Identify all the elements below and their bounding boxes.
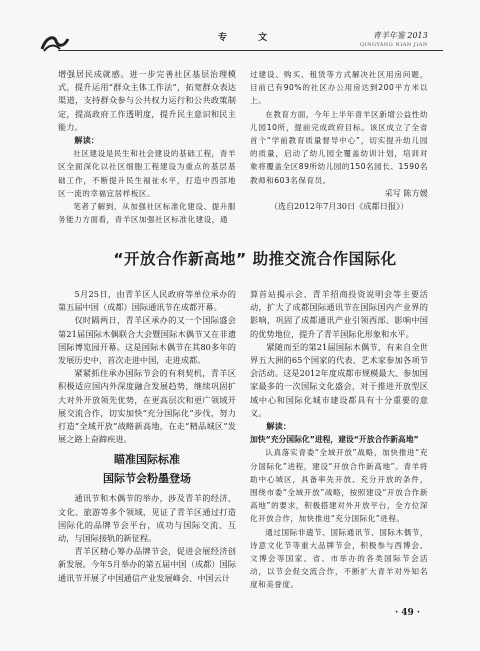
page-number: · 49 · bbox=[395, 608, 421, 618]
paragraph: 笔者了解到，从加强社区标准化建设、提升服务能力方面看，青羊区加强社区标准化建设，通 bbox=[58, 202, 236, 225]
author-byline: 采写 陈方媛 bbox=[384, 187, 428, 198]
paragraph: 认真落实青委“全域开放”战略，加快推进“充分国际化”进程，建设“开放合作新高地”。青羊将助中心城区，具备率先开放、充分开放的条件，围绕市委“全域开放”战略，按照建设“开放合作新高地”的要求，积极搭建对外开放平台，全方位深化开放合作，加快推进“充分国际化”进程。 bbox=[250, 448, 428, 524]
paragraph: 算首站揭示会、青羊招商投资说明会等主要活动，扩大了成都国际通讯节在国际国内产业界的影响，巩固了成都通讯产业引领西部、影响中国的优势地位，提升了青羊国际化形象和水平。 bbox=[250, 289, 428, 339]
subheading-line-1: 瞄准国际标准 bbox=[114, 453, 180, 467]
paragraph: 增强居民成就感。进一步完善社区基层治理模式，提升运用“群众主体工作法”，拓宽群众表达渠道，支持群众参与公共权力运行和公共政策制定，提高政府工作透明度，提升民主意识和民主能力。 bbox=[58, 69, 236, 132]
header-rule bbox=[58, 50, 443, 51]
paragraph: 紧紧抓住承办国际节会的有利契机，青羊区积极适应国内外深度融合发展趋势，继续巩固扩大对外开放领先优势，在更高层次和更广领域开展交流合作，切实加快“充分国际化”步伐，努力打造“全域开放”战略新高地，在走“精品城区”发展之路上奋蹄疾进。 bbox=[58, 368, 236, 445]
journal-name-en: QINGYANG NIAN JIAN bbox=[360, 42, 428, 48]
paragraph: 5月25日，由青羊区人民政府等单位承办的第五届中国（成都）国际通讯节在成都开幕。 bbox=[58, 289, 236, 313]
paragraph: 紧随而至的第21届国际木偶节，有来自全世界五大洲的65个国家的代表、艺术家参加各项节会活动。这是2012年度成都市规模最大、参加国家最多的一次国际文化盛会，对于推进开放型区域中心和国际化城市建设都具有十分重要的意义。 bbox=[250, 341, 428, 418]
paragraph: 社区建设是民生和社会建设的基础工程，青羊区全面深化以社区细胞工程建设为重点的基层基础工作，不断提升民生福祉水平，打造中西部地区一流的幸福宜居样板区。 bbox=[58, 149, 236, 198]
paragraph: 仅时隔两日，青羊区承办的又一个国际盛会第21届国际木偶联合大会暨国际木偶节又在非遗国际博览园开幕。这是国际木偶节在其80多年的发展历史中，首次走进中国，走进成都。 bbox=[58, 315, 236, 366]
top-left-column bbox=[58, 68, 236, 226]
article-title: “开放合作新高地” 助推交流合作国际化 bbox=[113, 250, 397, 268]
section-title: 专 文 bbox=[218, 33, 282, 43]
source-note: （选自2012年7月30日《成都日报》） bbox=[269, 201, 409, 212]
interpretation-label: 解读： bbox=[266, 421, 291, 432]
journal-header bbox=[360, 30, 428, 48]
subheading bbox=[58, 450, 236, 488]
interpretation-label: 解读： bbox=[74, 135, 99, 146]
paragraph: 通过国际非遗节、国际通讯节、国际木偶节，诗意文化节等重大品牌节会，积极参与西博会、文博会等国家、省、市举办的各类国际节会活动，以节会促交流合作，不断扩大青羊对外知名度和美誉度。 bbox=[250, 527, 428, 590]
bottom-right-column bbox=[250, 288, 428, 592]
subheading-line-2: 国际节会粉墨登场 bbox=[103, 472, 191, 486]
paragraph: 过建设、购买、租赁等方式解决社区用房问题，目前已有90%的社区办公用房达到200平方米以上。 bbox=[250, 70, 428, 106]
bottom-left-column bbox=[58, 288, 236, 585]
paragraph: 通讯节和木偶节的举办，涉及青羊的经济、文化、旅游等多个领域，见证了青羊区通过打造国际化的品牌节会平台，成功与国际交流、互动，与国际接轨的新征程。 bbox=[58, 493, 236, 544]
bold-heading-line: 加快“充分国际化”进程，建设“开放合作新高地” bbox=[250, 435, 419, 445]
paragraph: 青羊区精心筹办品牌节会，促进会展经济创新发展。今年5月举办的第五届中国（成都）国际通讯节开展了中国通信产业发展峰会、中国云计 bbox=[58, 546, 236, 583]
top-right-column bbox=[250, 68, 428, 213]
paragraph: 在教育方面，今年上半年青羊区新增公益性幼儿园10所，提前完成政府目标。该区成立了全省首个“学前教育质量督导中心”，切实提升幼儿园的质量，启动了幼儿园全覆盖幼训计划，培训对象将覆盖全区89所幼儿园的150名园长、1590名教师和603名保育员。 bbox=[250, 109, 428, 185]
journal-name: 青羊年鉴 2013 bbox=[372, 31, 428, 40]
